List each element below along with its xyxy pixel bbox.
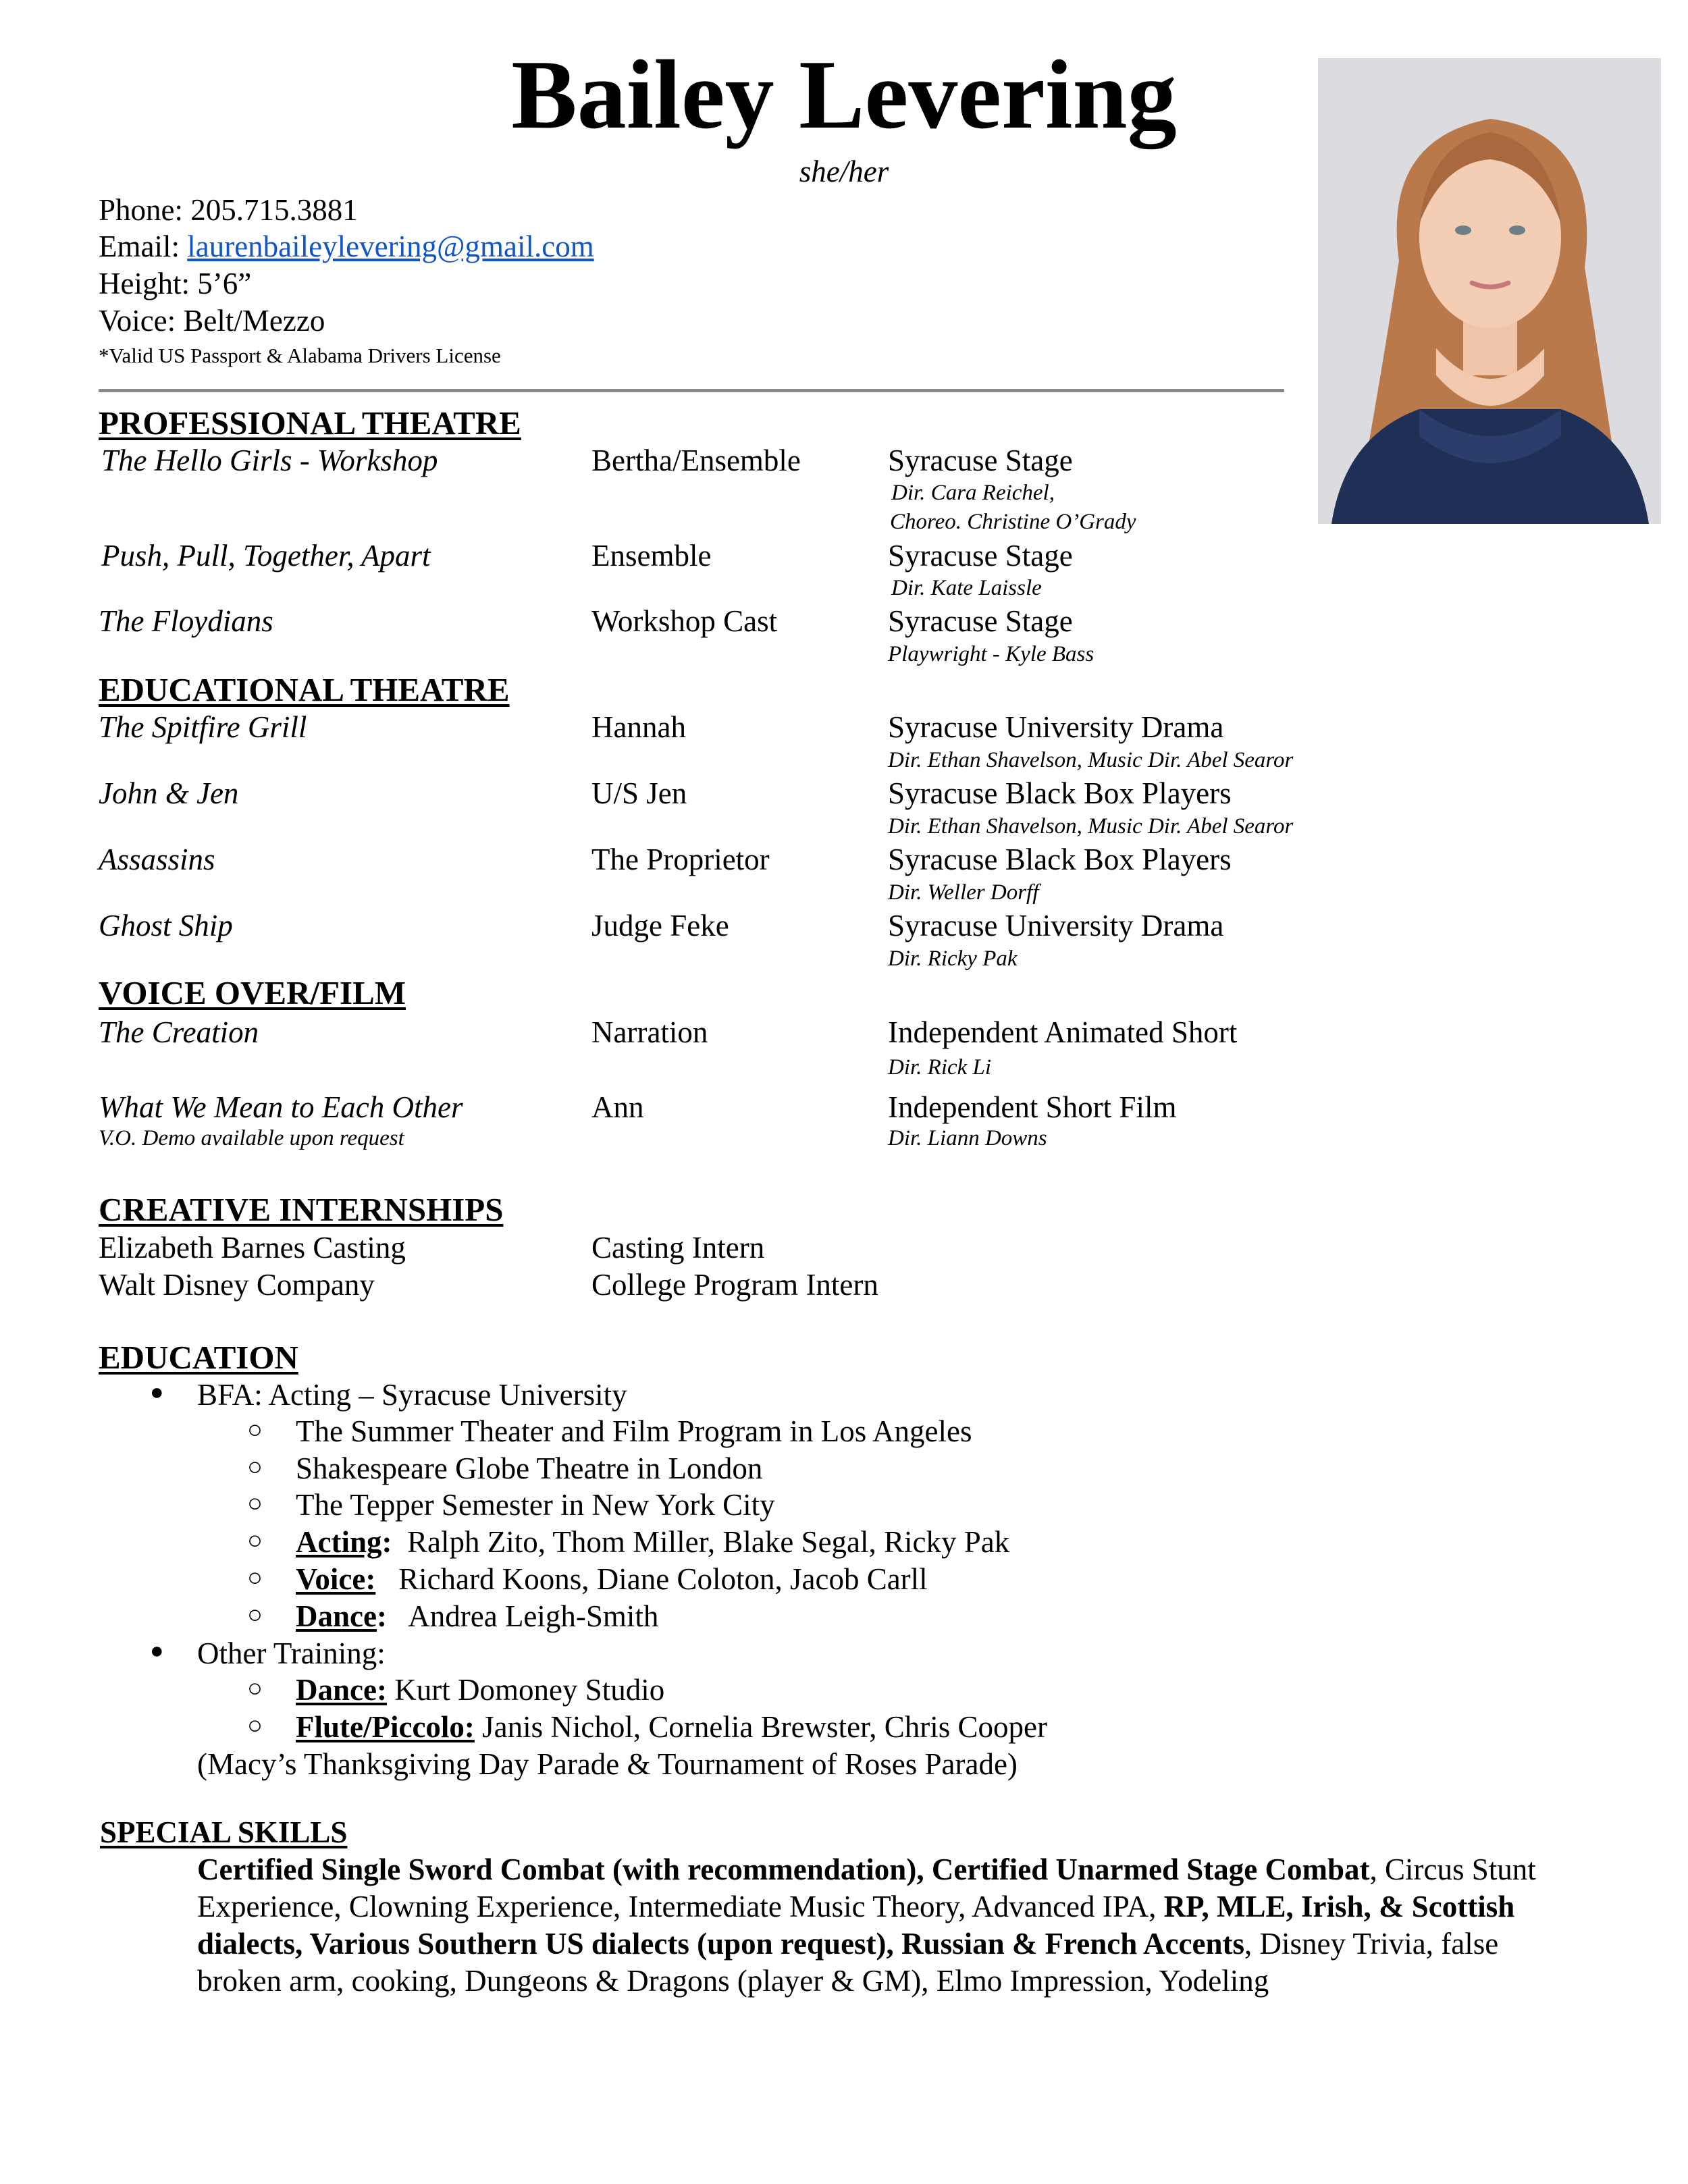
skills-bold-dialects: RP, MLE, Irish, & Scottish dialects, Various Southern US dialects (upon request), Russian & French Accents — [197, 1890, 1515, 1961]
sub-bullet-icon: ○ — [247, 1674, 263, 1703]
voice-line — [99, 302, 325, 339]
credit-venue: Independent Short Film — [888, 1090, 1177, 1124]
internship-role: Casting Intern — [591, 1231, 765, 1264]
pronouns: she/her — [799, 155, 889, 188]
credit-show: The Creation — [99, 1015, 259, 1049]
education-degree: BFA: Acting – Syracuse University — [197, 1378, 627, 1412]
training-voice — [296, 1562, 928, 1597]
voice-label: Voice: — [99, 304, 176, 338]
parade-note: (Macy’s Thanksgiving Day Parade & Tournament of Roses Parade) — [197, 1747, 1018, 1781]
credit-show: What We Mean to Each Other — [99, 1090, 463, 1124]
training-voice-label: Voice: — [296, 1562, 376, 1596]
skills-text-1: , Circus Stunt Experience, Clowning Experience, Intermediate Music Theory, Advanced IPA, — [197, 1853, 1536, 1923]
credit-role: Judge Feke — [591, 909, 729, 942]
credit-role: Bertha/Ensemble — [591, 444, 801, 477]
training-dance-colon: : — [376, 1599, 387, 1633]
credit-venue: Syracuse University Drama — [888, 710, 1224, 744]
credit-note: Choreo. Christine O’Grady — [890, 510, 1136, 534]
section-heading-special-skills: SPECIAL SKILLS — [100, 1815, 348, 1849]
other-training-flute — [296, 1709, 1047, 1744]
credit-note: Dir. Kate Laissle — [891, 576, 1042, 600]
credit-venue: Independent Animated Short — [888, 1015, 1238, 1049]
sub-bullet-icon: ○ — [247, 1601, 263, 1629]
internship-company: Elizabeth Barnes Casting — [99, 1231, 406, 1264]
credit-note: Dir. Cara Reichel, — [891, 481, 1055, 505]
credit-note: Playwright - Kyle Bass — [888, 642, 1094, 666]
credit-role: The Proprietor — [591, 843, 770, 876]
education-program: The Tepper Semester in New York City — [296, 1488, 775, 1522]
internship-company: Walt Disney Company — [99, 1268, 375, 1302]
other-training-dance — [296, 1672, 664, 1707]
skills-bold-combat: Certified Single Sword Combat (with recommendation), Certified Unarmed Stage Combat — [197, 1853, 1370, 1886]
email-link[interactable]: laurenbaileylevering@gmail.com — [187, 230, 594, 263]
height-label: Height: — [99, 267, 190, 300]
sub-bullet-icon: ○ — [247, 1453, 263, 1481]
sub-bullet-icon: ○ — [247, 1526, 263, 1555]
credit-show: The Spitfire Grill — [99, 710, 307, 744]
flute-teachers: Janis Nichol, Cornelia Brewster, Chris Cooper — [482, 1710, 1047, 1744]
training-dance-label: Dance — [296, 1599, 377, 1633]
credit-venue: Syracuse University Drama — [888, 909, 1224, 942]
credit-role: Workshop Cast — [591, 604, 778, 638]
credit-show: Assassins — [99, 843, 215, 876]
credit-note: Dir. Ricky Pak — [888, 947, 1018, 971]
header-divider — [99, 389, 1284, 392]
credit-venue: Syracuse Black Box Players — [888, 843, 1232, 876]
training-acting-label: Acting — [296, 1525, 382, 1559]
vo-demo-note: V.O. Demo available upon request — [99, 1126, 404, 1150]
training-acting-teachers: Ralph Zito, Thom Miller, Blake Segal, Ricky Pak — [407, 1525, 1010, 1559]
credit-venue: Syracuse Black Box Players — [888, 776, 1232, 810]
credit-role: Ensemble — [591, 539, 712, 572]
credit-show: John & Jen — [99, 776, 239, 810]
sub-bullet-icon: ○ — [247, 1564, 263, 1592]
credit-venue: Syracuse Stage — [888, 539, 1073, 572]
voice-value: Belt/Mezzo — [183, 304, 325, 338]
credit-role: Narration — [591, 1015, 708, 1049]
section-heading-professional-theatre: PROFESSIONAL THEATRE — [99, 404, 521, 442]
credit-venue: Syracuse Stage — [888, 604, 1073, 638]
training-acting-colon: : — [381, 1525, 392, 1559]
headshot-photo — [1318, 58, 1661, 524]
bullet-icon: ● — [150, 1639, 164, 1663]
other-dance-studio: Kurt Domoney Studio — [394, 1673, 665, 1707]
education-program: Shakespeare Globe Theatre in London — [296, 1451, 763, 1485]
resume-name: Bailey Levering — [511, 40, 1177, 149]
sub-bullet-icon: ○ — [247, 1711, 263, 1740]
email-label: Email: — [99, 230, 180, 263]
credit-note: Dir. Rick Li — [888, 1055, 992, 1080]
credit-show: The Floydians — [99, 604, 273, 638]
phone-label: Phone: — [99, 193, 184, 227]
section-heading-educational-theatre: EDUCATIONAL THEATRE — [99, 671, 510, 708]
credit-role: U/S Jen — [591, 776, 687, 810]
credit-note: Dir. Ethan Shavelson, Music Dir. Abel Searor — [888, 748, 1294, 772]
phone-line — [99, 192, 358, 228]
section-heading-education: EDUCATION — [99, 1339, 298, 1376]
bullet-icon: ● — [150, 1380, 164, 1405]
sub-bullet-icon: ○ — [247, 1416, 263, 1444]
special-skills-text — [197, 1851, 1568, 2000]
license-note: *Valid US Passport & Alabama Drivers License — [99, 344, 501, 367]
training-dance-teachers: Andrea Leigh-Smith — [408, 1599, 659, 1633]
credit-show: The Hello Girls - Workshop — [101, 444, 438, 477]
training-dance — [296, 1599, 658, 1634]
other-dance-label: Dance: — [296, 1673, 387, 1707]
other-training: Other Training: — [197, 1636, 386, 1670]
credit-role: Hannah — [591, 710, 686, 744]
height-value: 5’6” — [197, 267, 252, 300]
email-line — [99, 228, 594, 265]
education-program: The Summer Theater and Film Program in Los Angeles — [296, 1414, 972, 1448]
training-voice-teachers: Richard Koons, Diane Coloton, Jacob Carll — [398, 1562, 928, 1596]
phone-number: 205.715.3881 — [190, 193, 358, 227]
credit-show: Push, Pull, Together, Apart — [101, 539, 431, 572]
credit-note: Dir. Liann Downs — [888, 1126, 1047, 1150]
credit-venue: Syracuse Stage — [888, 444, 1073, 477]
training-acting — [296, 1524, 1009, 1560]
credit-show: Ghost Ship — [99, 909, 233, 942]
credit-note: Dir. Weller Dorff — [888, 880, 1039, 905]
credit-role: Ann — [591, 1090, 644, 1124]
sub-bullet-icon: ○ — [247, 1489, 263, 1518]
height-line — [99, 265, 251, 302]
flute-label: Flute/Piccolo: — [296, 1710, 475, 1744]
internship-role: College Program Intern — [591, 1268, 878, 1302]
skills-text-2: , Disney Trivia, false broken arm, cooking, Dungeons & Dragons (player & GM), Elmo Impression, Yodeling — [197, 1927, 1499, 1998]
section-heading-creative-internships: CREATIVE INTERNSHIPS — [99, 1191, 504, 1228]
section-heading-voice-over-film: VOICE OVER/FILM — [99, 974, 406, 1011]
credit-note: Dir. Ethan Shavelson, Music Dir. Abel Searor — [888, 814, 1294, 838]
